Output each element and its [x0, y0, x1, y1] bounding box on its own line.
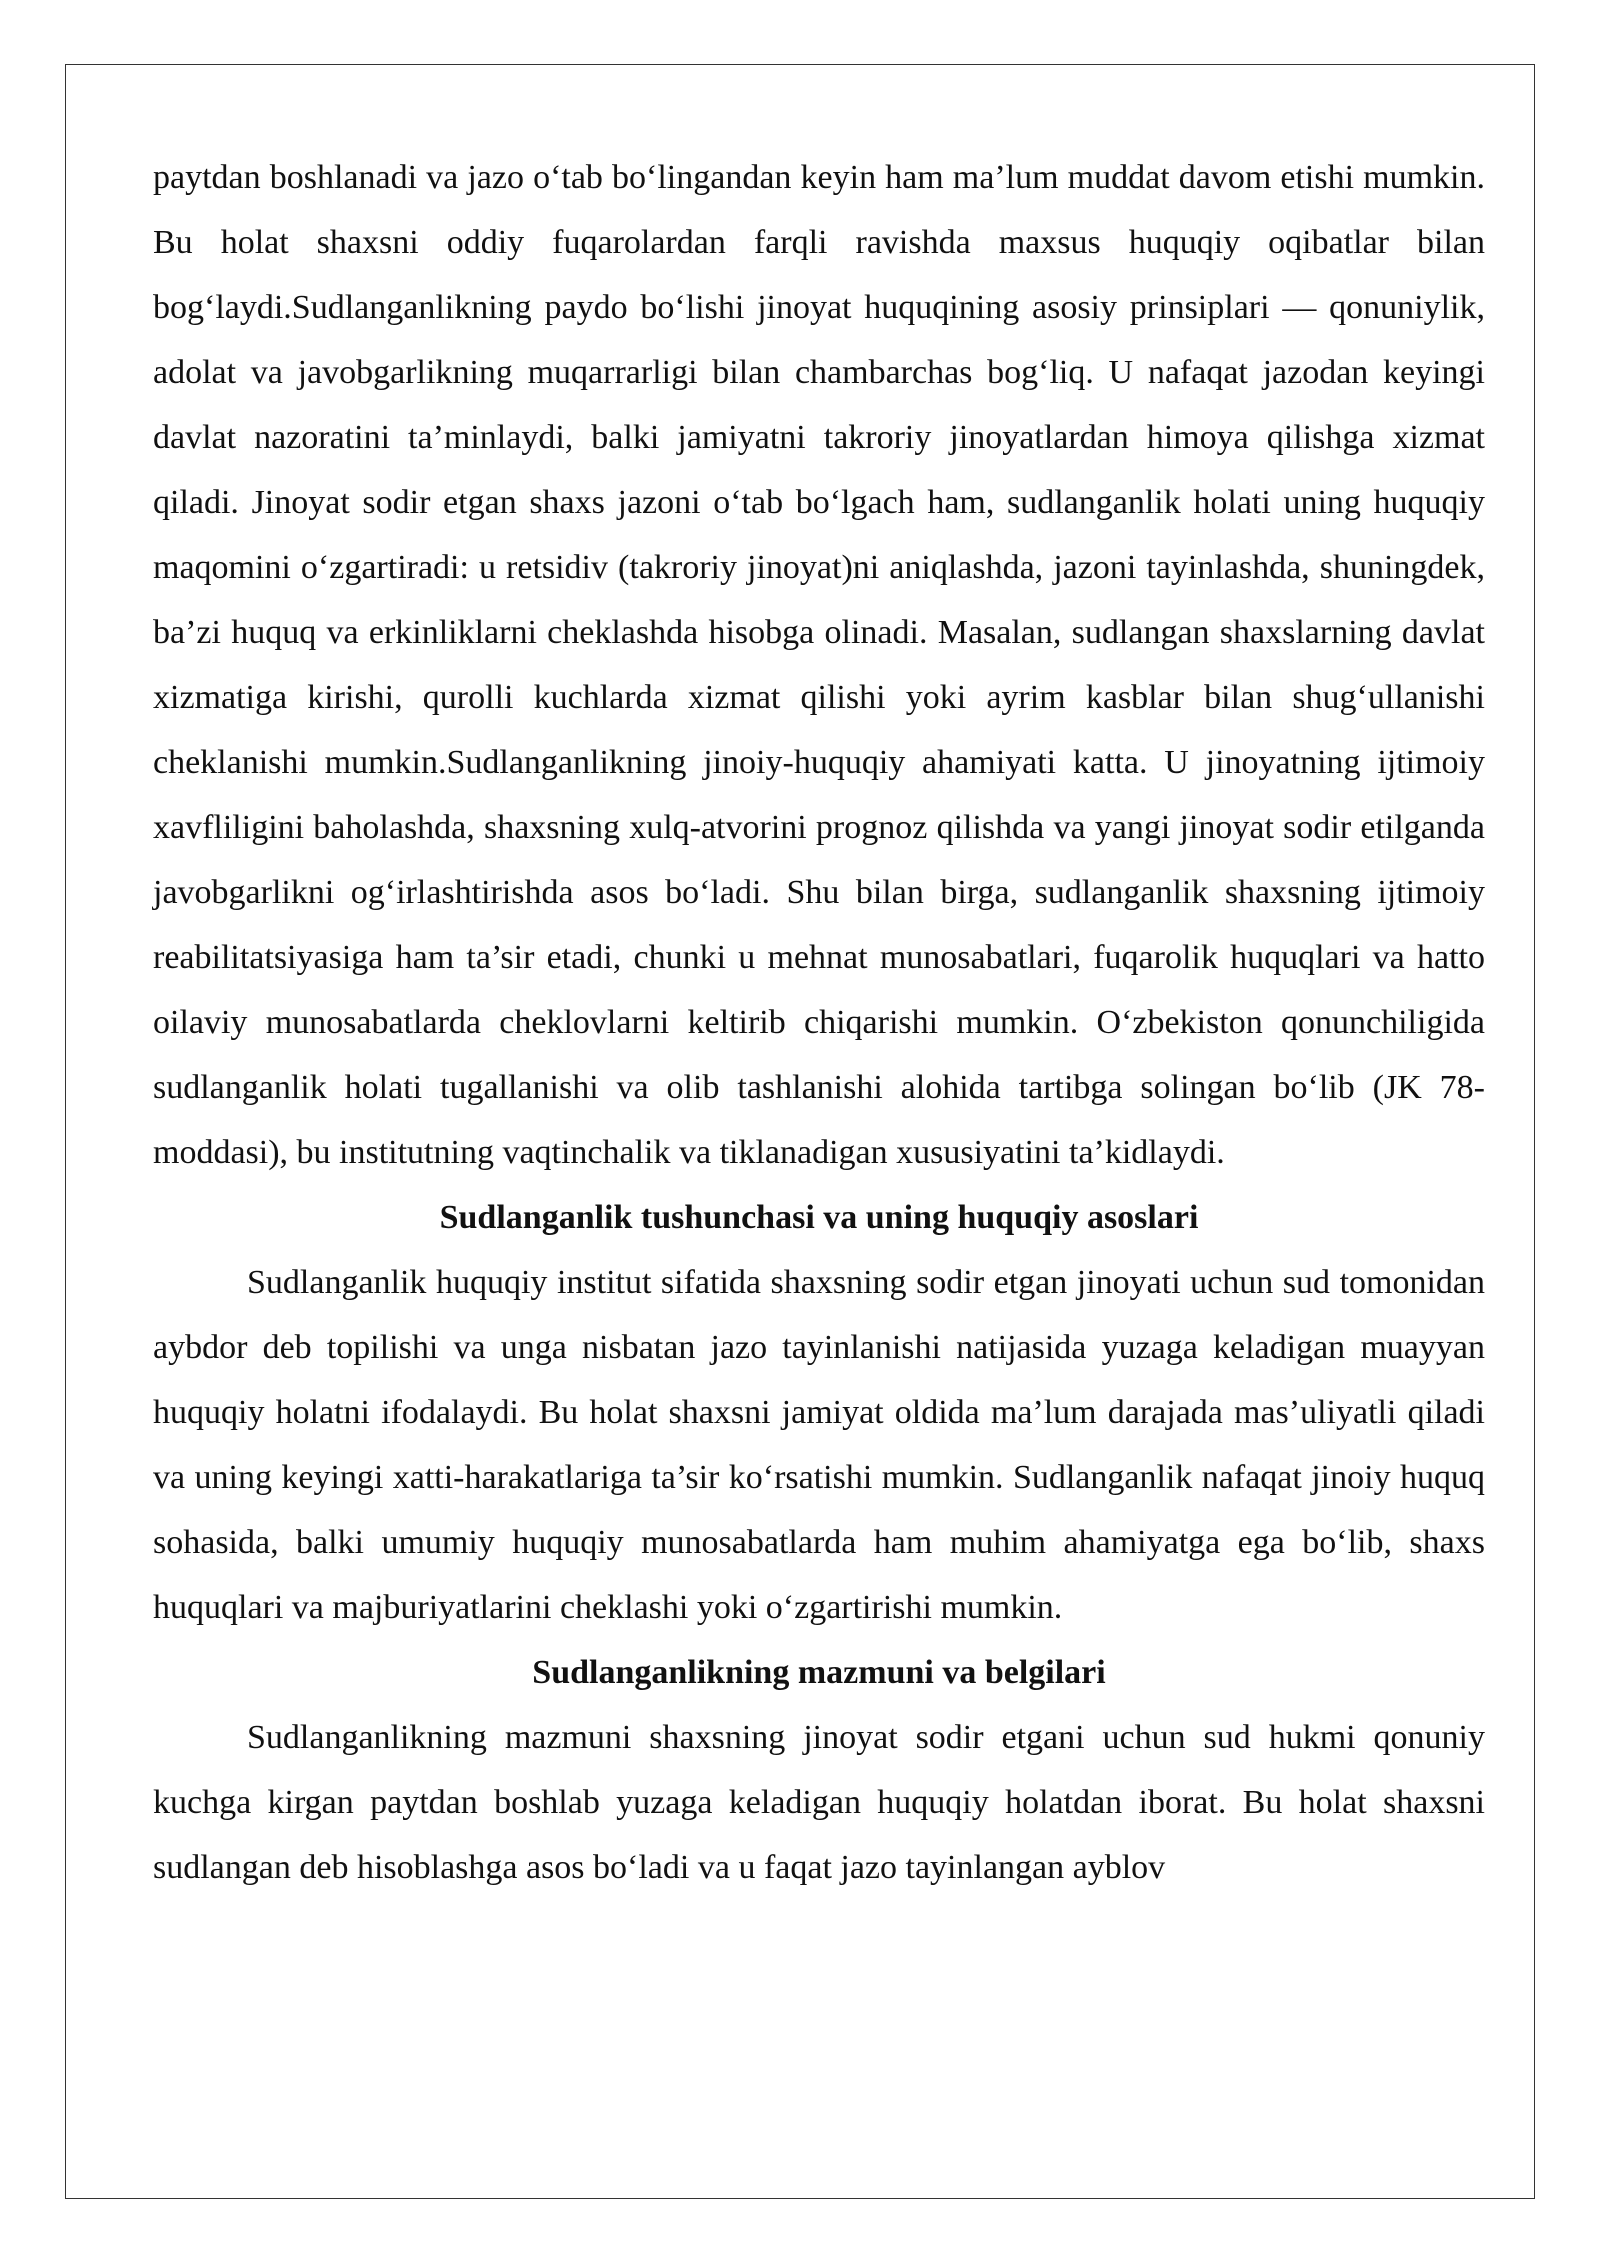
- document-body: [153, 145, 1485, 1900]
- section-heading-content: Sudlanganlikning mazmuni va belgilari: [532, 1654, 1106, 1691]
- paragraph-continuation: paytdan boshlanadi va jazo o‘tab bo‘lingandan keyin ham ma’lum muddat davom etishi mumkin. Bu holat shaxsni oddiy fuqarolardan farqli ravishda maxsus huquqiy oqibatlar bilan bog‘laydi.Sudlanganlikning paydo bo‘lishi jinoyat huquqining asosiy prinsiplari — qonuniylik, adolat va javobgarlikning muqarrarligi bilan chambarchas bog‘liq. U nafaqat jazodan keyingi davlat nazoratini ta’minlaydi, balki jamiyatni takroriy jinoyatlardan himoya qilishga xizmat qiladi. Jinoyat sodir etgan shaxs jazoni o‘tab bo‘lgach ham, sudlanganlik holati uning huquqiy maqomini o‘zgartiradi: u retsidiv (takroriy jinoyat)ni aniqlashda, jazoni tayinlashda, shuningdek, ba’zi huquq va erkinliklarni cheklashda hisobga olinadi. Masalan, sudlangan shaxslarning davlat xizmatiga kirishi, qurolli kuchlarda xizmat qilishi yoki ayrim kasblar bilan shug‘ullanishi cheklanishi mumkin.Sudlanganlikning jinoiy-huquqiy ahamiyati katta. U jinoyatning ijtimoiy xavfliligini baholashda, shaxsning xulq-atvorini prognoz qilishda va yangi jinoyat sodir etilganda javobgarlikni og‘irlashtirishda asos bo‘ladi. Shu bilan birga, sudlanganlik shaxsning ijtimoiy reabilitatsiyasiga ham ta’sir etadi, chunki u mehnat munosabatlari, fuqarolik huquqlari va hatto oilaviy munosabatlarda cheklovlarni keltirib chiqarishi mumkin. O‘zbekiston qonunchiligida sudlanganlik holati tugallanishi va olib tashlanishi alohida tartibga solingan bo‘lib (JK 78-moddasi), bu institutning vaqtinchalik va tiklanadigan xususiyatini ta’kidlaydi.: [153, 159, 1485, 1171]
- paragraph-content: Sudlanganlikning mazmuni shaxsning jinoyat sodir etgani uchun sud hukmi qonuniy kuchga kirgan paytdan boshlab yuzaga keladigan huquqiy holatdan iborat. Bu holat shaxsni sudlangan deb hisoblashga asos bo‘ladi va u faqat jazo tayinlangan ayblov: [153, 1719, 1485, 1886]
- paragraph-concept: Sudlanganlik huquqiy institut sifatida shaxsning sodir etgan jinoyati uchun sud tomonidan aybdor deb topilishi va unga nisbatan jazo tayinlanishi natijasida yuzaga keladigan muayyan huquqiy holatni ifodalaydi. Bu holat shaxsni jamiyat oldida ma’lum darajada mas’uliyatli qiladi va uning keyingi xatti-harakatlariga ta’sir ko‘rsatishi mumkin. Sudlanganlik nafaqat jinoiy huquq sohasida, balki umumiy huquqiy munosabatlarda ham muhim ahamiyatga ega bo‘lib, shaxs huquqlari va majburiyatlarini cheklashi yoki o‘zgartirishi mumkin.: [153, 1264, 1485, 1626]
- section-heading-concept: Sudlanganlik tushunchasi va uning huquqiy asoslari: [439, 1199, 1199, 1236]
